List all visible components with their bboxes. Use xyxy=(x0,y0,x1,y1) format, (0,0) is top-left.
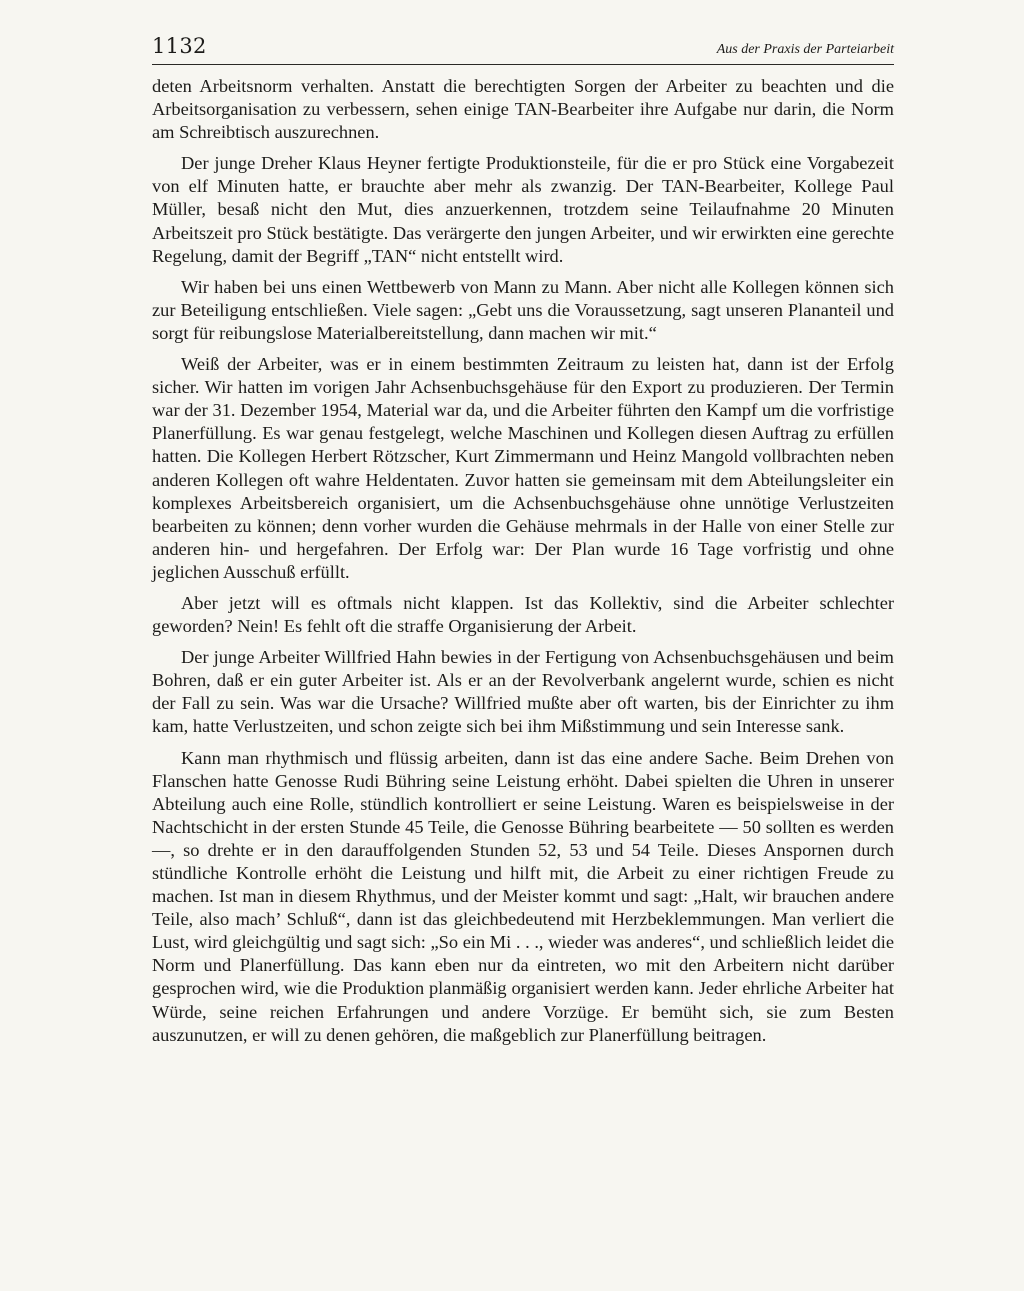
page-header xyxy=(152,34,894,65)
paragraph: Aber jetzt will es oftmals nicht klappen. Ist das Kollektiv, sind die Arbeiter schlechter geworden? Nein! Es fehlt oft die straffe Organisierung der Arbeit. xyxy=(152,592,894,637)
paragraph: Der junge Dreher Klaus Heyner fertigte Produktionsteile, für die er pro Stück eine Vorgabezeit von elf Minuten hatte, er brauchte aber mehr als zwanzig. Der TAN-Bearbeiter, Kollege Paul Müller, besaß nicht den Mut, dies anzuerkennen, trotzdem seine Teilaufnahme 20 Minuten Arbeitszeit pro Stück bestätigte. Das verärgerte den jungen Arbeiter, und wir erwirkten eine gerechte Regelung, damit der Begriff „TAN“ nicht entstellt wird. xyxy=(152,153,894,266)
paragraph: Kann man rhythmisch und flüssig arbeiten, dann ist das eine andere Sache. Beim Drehen von Flanschen hatte Genosse Rudi Bühring seine Leistung erhöht. Dabei spielten die Uhren in unserer Abteilung auch eine Rolle, stündlich kontrolliert er seine Leistung. Waren es beispielsweise in der Nachtschicht in der ersten Stunde 45 Teile, die Genosse Bühring bearbeitete — 50 sollten es werden —, so drehte er in den darauffolgenden Stunden 52, 53 und 54 Teile. Dieses Anspornen durch stündliche Kontrolle erhöht die Leistung und hilft mit, die Arbeit zu einer richtigen Freude zu machen. Ist man in diesem Rhythmus, und der Meister kommt und sagt: „Halt, wir brauchen andere Teile, also mach’ Schluß“, dann ist das gleichbedeutend mit Herzbeklemmungen. Man verliert die Lust, wird gleichgültig und sagt sich: „So ein Mi . . ., wieder was anderes“, und schließlich leidet die Norm und Planerfüllung. Das kann eben nur da eintreten, wo mit den Arbeitern nicht darüber gesprochen wird, wie die Produktion planmäßig organisiert werden kann. Jeder ehrliche Arbeiter hat Würde, seine reichen Erfahrungen und andere Vorzüge. Er bemüht sich, sie zum Besten auszunutzen, er will zu denen gehören, die maßgeblich zur Planerfüllung beitragen. xyxy=(152,747,894,1045)
paragraph: Der junge Arbeiter Willfried Hahn bewies in der Fertigung von Achsenbuchsgehäusen und beim Bohren, daß er ein guter Arbeiter ist. Als er an der Revolverbank angelernt wurde, schien es nicht der Fall zu sein. Was war die Ursache? Willfried mußte aber oft warten, bis der Einrichter zu ihm kam, hatte Verlustzeiten, und schon zeigte sich bei ihm Mißstimmung und sein Interesse sank. xyxy=(152,647,894,737)
running-head: Aus der Praxis der Parteiarbeit xyxy=(716,42,894,57)
body-text xyxy=(152,75,894,1047)
paragraph: Weiß der Arbeiter, was er in einem bestimmten Zeitraum zu leisten hat, dann ist der Erfolg sicher. Wir hatten im vorigen Jahr Achsenbuchsgehäuse für den Export zu produzieren. Der Termin war der 31. Dezember 1954, Material war da, und die Arbeiter führten den Kampf um die vorfristige Planerfüllung. Es war genau festgelegt, welche Maschinen und Kollegen diesen Auftrag zu erfüllen hatten. Die Kollegen Herbert Rötzscher, Kurt Zimmermann und Heinz Mangold vollbrachten neben anderen Kollegen oft wahre Heldentaten. Zuvor hatten sie gemeinsam mit dem Abteilungsleiter ein komplexes Arbeitsbereich organisiert, um die Achsenbuchsgehäuse ohne unnötige Verlustzeiten bearbeiten zu können; denn vorher wurden die Gehäuse mehrmals in der Halle von einer Stelle zur anderen hin- und hergefahren. Der Erfolg war: Der Plan wurde 16 Tage vorfristig und ohne jeglichen Ausschuß erfüllt. xyxy=(152,354,894,582)
paragraph-continued: deten Arbeitsnorm verhalten. Anstatt die berechtigten Sorgen der Arbeiter zu beachten und die Arbeitsorganisation zu verbessern, sehen einige TAN-Bearbeiter ihre Aufgabe nur darin, die Norm am Schreibtisch auszurechnen. xyxy=(152,76,894,143)
paragraph: Wir haben bei uns einen Wettbewerb von Mann zu Mann. Aber nicht alle Kollegen können sich zur Beteiligung entschließen. Viele sagen: „Gebt uns die Voraussetzung, sagt unseren Plananteil und sorgt für reibungslose Materialbereitstellung, dann machen wir mit.“ xyxy=(152,276,894,343)
page-number: 1132 xyxy=(152,34,207,58)
